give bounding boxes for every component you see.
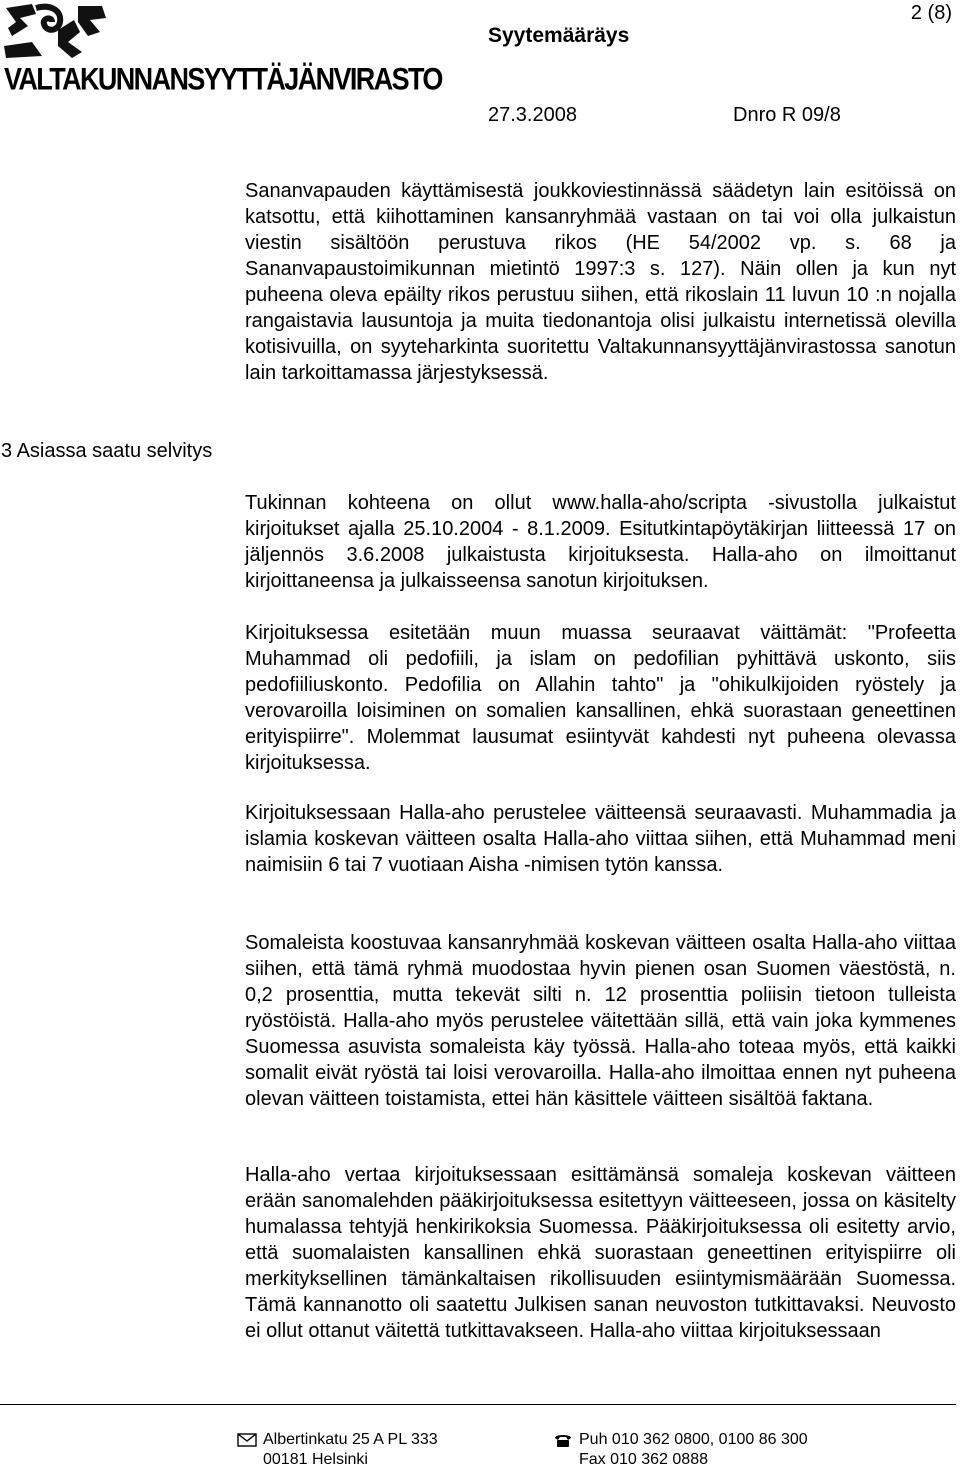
body-block-3 bbox=[245, 620, 956, 776]
agency-logo bbox=[2, 2, 442, 97]
page-number: 2 (8) bbox=[910, 2, 952, 24]
paragraph: Somaleista koostuvaa kansanryhmää koskevan väitteen osalta Halla-aho viittaa siihen, että tämä ryhmä muodostaa hyvin pienen osan Suomen väestöstä, n. 0,2 prosenttia, mutta tekevät silti n. 12 prosenttia poliisin tietoon tulleista ryöstöistä. Halla-aho myös perustelee väitettään sillä, että vain joka kymmenes Suomessa asuvista somaleista käy työssä. Halla-aho toteaa myös, että kaikki somalit eivät ryöstä tai loisi verovaroilla. Halla-aho ilmoittaa ennen nyt puheena olevan väitteen toistamista, ettei hän käsittele väitteen sisältöä faktana. bbox=[245, 932, 956, 1110]
footer-address bbox=[237, 1430, 438, 1470]
address-street: Albertinkatu 25 A PL 333 bbox=[263, 1431, 438, 1448]
footer-contact bbox=[553, 1430, 808, 1470]
document-date: 27.3.2008 bbox=[488, 104, 577, 126]
document-title: Syytemääräys bbox=[488, 24, 630, 47]
telephone-icon bbox=[553, 1432, 573, 1448]
paragraph: Kirjoituksessaan Halla-aho perustelee väitteensä seuraavasti. Muhammadia ja islamia koskevan väitteen osalta Halla-aho viittaa siihen, että Muhammad meni naimisiin 6 tai 7 vuotiaan Aisha -nimisen tytön kanssa. bbox=[245, 802, 956, 876]
body-block-4 bbox=[245, 800, 956, 878]
logo-text: VALTAKUNNANSYYTTÄJÄNVIRASTO bbox=[4, 62, 442, 97]
body-block-6 bbox=[245, 1162, 956, 1344]
phone-number: Puh 010 362 0800, 0100 86 300 bbox=[579, 1431, 808, 1448]
body-block-1 bbox=[245, 178, 956, 386]
envelope-icon bbox=[237, 1432, 257, 1448]
body-block-5 bbox=[245, 930, 956, 1112]
document-reference: Dnro R 09/8 bbox=[733, 104, 841, 126]
body-block-2 bbox=[245, 490, 956, 594]
address-city: 00181 Helsinki bbox=[263, 1451, 368, 1468]
paragraph: Kirjoituksessa esitetään muun muassa seuraavat väittämät: "Profeetta Muhammad oli pedofiili, ja islam on pedofilian pyhittävä uskonto, siis pedofiiliuskonto. Pedofilia on Allahin tahto" ja "ohikulkijoiden ryöstely ja verovaroilla loisiminen on somalien kansallinen, ehkä suorastaan geneettinen erityispiirre". Molemmat lausumat esiintyvät kahdesti nyt puheena olevassa kirjoituksessa. bbox=[245, 622, 956, 774]
section-heading: 3 Asiassa saatu selvitys bbox=[1, 440, 213, 462]
paragraph: Sananvapauden käyttämisestä joukkoviestinnässä säädetyn lain esitöissä on katsottu, että kiihottaminen kansanryhmää vastaan on tai voi olla julkaistun viestin sisältöön perustuva rikos (HE 54/2002 vp. s. 68 ja Sananvapaustoimikunnan mietintö 1997:3 s. 127). Näin ollen ja kun nyt puheena oleva epäilty rikos perustuu siihen, että rikoslain 11 luvun 10 :n nojalla rangaistavia lausuntoja ja muita tiedonantoja olisi julkaistu internetissä olevilla kotisivuilla, on syyteharkinta suoritettu Valtakunnansyyttäjänvirastossa sanotun lain tarkoittamassa järjestyksessä. bbox=[245, 180, 956, 384]
paragraph: Halla-aho vertaa kirjoituksessaan esittämänsä somaleja koskevan väitteen erään sanomalehden pääkirjoituksessa esitettyyn väitteeseen, jossa on käsitelty humalassa tehtyjä henkirikoksia Suomessa. Pääkirjoituksessa oli esitetty arvio, että suomalaisten kansallinen ehkä suorastaan geneettinen erityispiirre oli merkityksellinen tämänkaltaisen rikollisuuden esiintymismäärään Suomessa. Tämä kannanotto oli saatettu Julkisen sanan neuvoston tutkittavaksi. Neuvosto ei ollut ottanut väitettä tutkittavakseen. Halla-aho viittaa kirjoituksessaan bbox=[245, 1164, 956, 1342]
footer-divider bbox=[0, 1404, 956, 1405]
fax-number: Fax 010 362 0888 bbox=[579, 1451, 708, 1468]
paragraph: Tukinnan kohteena on ollut www.halla-aho/scripta -sivustolla julkaistut kirjoitukset ajalla 25.10.2004 - 8.1.2009. Esitutkintapöytäkirjan liitteessä 17 on jäljennös 3.6.2008 julkaistusta kirjoituksesta. Halla-aho on ilmoittanut kirjoittaneensa ja julkaisseensa sanotun kirjoituksen. bbox=[245, 492, 956, 592]
lion-emblem-icon bbox=[2, 2, 112, 60]
